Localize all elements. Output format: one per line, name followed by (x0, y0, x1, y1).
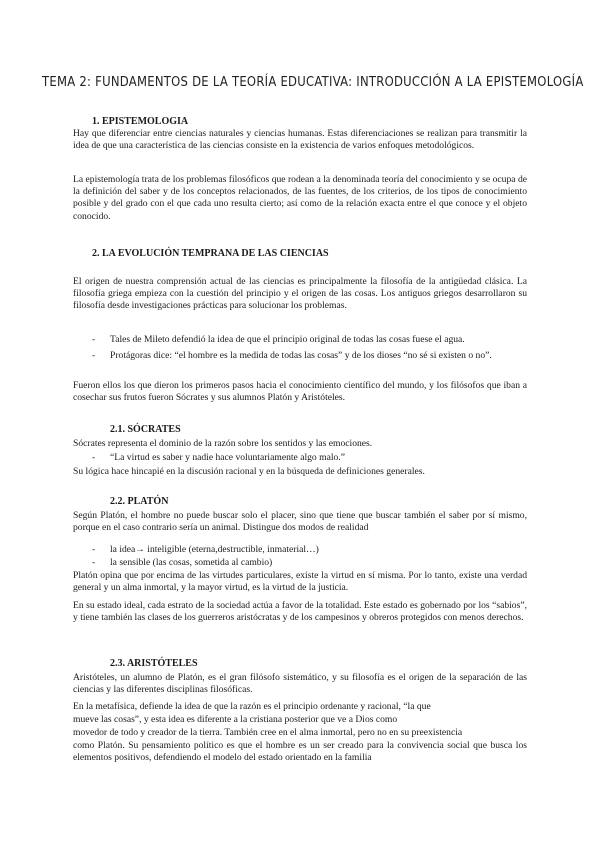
text-line: movedor de todo y creador de la tierra. También cree en el alma inmortal, pero no en su preexistencia (73, 727, 463, 738)
bullet-dash: - (92, 544, 96, 555)
section-heading-epistemologia: 1. EPISTEMOLOGIA (92, 116, 189, 127)
bullet-dash: - (92, 350, 96, 361)
paragraph: Aristóteles, un alumno de Platón, es el gran filósofo sistemático, y su filosofía es el origen de la separación de las ciencias y las diferentes disciplinas filosóficas. (73, 672, 527, 696)
text-line: En la metafísica, defiende la idea de que la razón es el principio ordenante y racional, “la que (73, 701, 431, 712)
paragraph: La epistemología trata de los problemas filosóficos que rodean a la denominada teoría del conocimiento y se ocupa de la definición del saber y de los conceptos relacionados, de las fuentes, de los criterios, de los tipos de conocimiento posible y del grado con el que cada uno resulta cierto; así como de la relación exacta entre el que conoce y el objeto conocido. (73, 174, 527, 222)
paragraph: Platón opina que por encima de las virtudes particulares, existe la virtud en sí misma. Por lo tanto, existe una verdad general y un alma inmortal, y la mayor virtud, es la virtud de la justicia. (73, 570, 527, 594)
paragraph: Fueron ellos los que dieron los primeros pasos hacia el conocimiento científico del mundo, y los filósofos que iban a cosechar sus frutos fueron Sócrates y sus alumnos Platón y Aristóteles. (73, 380, 527, 404)
paragraph: En su estado ideal, cada estrato de la sociedad actúa a favor de la totalidad. Este estado es gobernado por los “sabios”, y tiene también las clases de los guerreros aristócratas y de los campesinos y obreros protegidos con menos derechos. (73, 600, 527, 624)
subsection-heading-aristoteles: 2.3. ARISTÓTELES (110, 658, 198, 669)
list-item: Tales de Mileto defendió la idea de que el principio original de todas las cosas fuese el agua. (110, 334, 465, 345)
paragraph: El origen de nuestra comprensión actual de las ciencias es principalmente la filosofía de la antigüedad clásica. La filosofía griega empieza con la cuestión del principio y el origen de las cosas. Los antiguos griegos desarrollaron su filosofía desde investigaciones prácticas para solucionar los problemas. (73, 276, 527, 312)
paragraph: como Platón. Su pensamiento político es que el hombre es un ser creado para la convivencia social que busca los elementos positivos, defendiendo el modelo del estado orientado en la familia (73, 740, 527, 764)
subsection-heading-platon: 2.2. PLATÓN (110, 496, 169, 507)
text-line: mueve las cosas”, y esta idea es diferente a la cristiana posterior que ve a Dios como (73, 714, 398, 725)
list-item: Protágoras dice: “el hombre es la medida de todas las cosas” y de los dioses “no sé si existen o no”. (110, 350, 492, 361)
subsection-heading-socrates: 2.1. SÓCRATES (110, 424, 181, 435)
list-item: “La virtud es saber y nadie hace voluntariamente algo malo.” (110, 452, 345, 463)
document-title: TEMA 2: FUNDAMENTOS DE LA TEORÍA EDUCATIVA: INTRODUCCIÓN A LA EPISTEMOLOGÍA (42, 74, 584, 90)
bullet-dash: - (92, 334, 96, 345)
list-item: la sensible (las cosas, sometida al cambio) (110, 557, 273, 568)
paragraph: Hay que diferenciar entre ciencias naturales y ciencias humanas. Estas diferenciaciones se realizan para transmitir la idea de que una característica de las ciencias consiste en la existencia de varios enfoques metodológicos. (73, 128, 527, 152)
bullet-dash: - (92, 452, 96, 463)
section-heading-evolucion: 2. LA EVOLUCIÓN TEMPRANA DE LAS CIENCIAS (92, 248, 329, 259)
bullet-dash: - (92, 557, 96, 568)
paragraph: Sócrates representa el dominio de la razón sobre los sentidos y las emociones. (73, 438, 373, 449)
paragraph: Su lógica hace hincapié en la discusión racional y en la búsqueda de definiciones generales. (73, 466, 425, 477)
paragraph: Según Platón, el hombre no puede buscar solo el placer, sino que tiene que buscar también el saber por sí mismo, porque en el caso contrario sería un animal. Distingue dos modos de realidad (73, 510, 527, 534)
list-item: la idea→ inteligible (eterna,destructible, inmaterial…) (110, 544, 319, 555)
